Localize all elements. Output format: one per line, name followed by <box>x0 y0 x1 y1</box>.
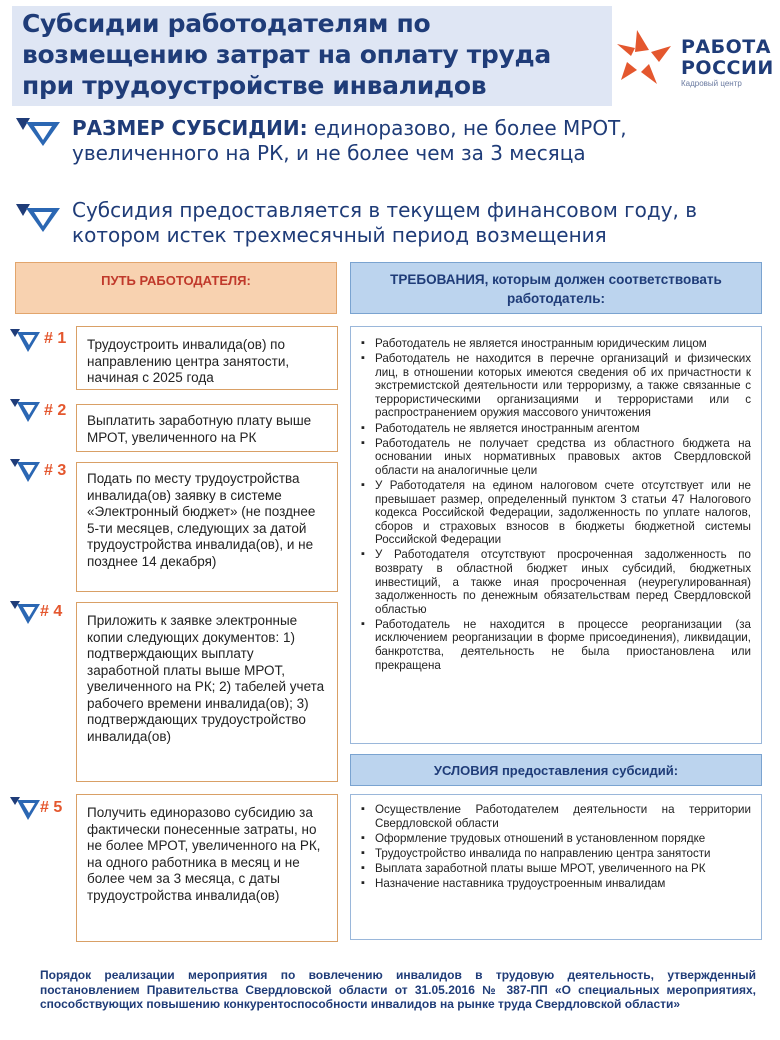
step-number-2: # 2 <box>44 402 67 419</box>
subsidy-period: Субсидия предоставляется в текущем финансовом году, в котором истек трехмесячный период возмещения <box>72 198 698 247</box>
rabota-rossii-star-icon <box>615 22 675 92</box>
triangle-bullet-icon <box>10 398 40 422</box>
step-5: Получить единоразово субсидию за фактически понесенные затраты, но не более МРОТ, увеличенного на РК, на одного работника в месяц и не более чем за 3 месяца, с даты трудоустройства инвалида(ов) <box>76 794 338 942</box>
triangle-bullet-icon <box>10 328 40 352</box>
step-number-4: # 4 <box>40 603 63 620</box>
step-2: Выплатить заработную плату выше МРОТ, увеличенного на РК <box>76 404 338 452</box>
list-item: ▪ У Работодателя отсутствуют просроченная задолженность по возврату в областной бюджет иных субсидий, бюджетных инвестиций, а также иная просроченная (неурегулированная) задолженность по денежным обязательствам перед Свердловской областью <box>375 548 751 616</box>
step-3: Подать по месту трудоустройства инвалида(ов) заявку в системе «Электронный бюджет» (не позднее 5-ти месяцев, следующих за датой трудоустройства инвалида(ов), и не позднее 14 декабря) <box>76 462 338 592</box>
triangle-bullet-icon <box>10 796 40 820</box>
list-item: ▪ Работодатель не находится в перечне организаций и физических лиц, в отношении которых имеются сведения об их причастности к экстремистской деятельности или терроризму, а также связанные с террористическими организациями и террористами или с распространением оружия массового уничтожения <box>375 352 751 420</box>
requirements-list <box>359 337 751 672</box>
list-item: ▪ Осуществление Работодателем деятельности на территории Свердловской области <box>375 803 751 830</box>
requirements-box <box>350 326 762 744</box>
employer-path-heading: ПУТЬ РАБОТОДАТЕЛЯ: <box>15 262 337 314</box>
logo <box>615 22 775 92</box>
step-1: Трудоустроить инвалида(ов) по направлению центра занятости, начиная с 2025 года <box>76 326 338 390</box>
list-item: ▪ Трудоустройство инвалида по направлению центра занятости <box>375 847 751 861</box>
conditions-heading: УСЛОВИЯ предоставления субсидий: <box>350 754 762 786</box>
list-item: ▪ Работодатель не является иностранным юридическим лицом <box>375 337 751 351</box>
subsidy-size-text: единоразово, не более МРОТ, увеличенного на РК, и не более чем за 3 месяца <box>72 116 627 165</box>
subsidy-size <box>72 116 752 166</box>
list-item: ▪ Назначение наставника трудоустроенным инвалидам <box>375 877 751 891</box>
conditions-box <box>350 794 762 940</box>
conditions-list <box>359 803 751 891</box>
list-item: ▪ Работодатель не находится в процессе реорганизации (за исключением реорганизации в форме присоединения), ликвидации, банкротства, деятельность не была приостановлена или прекращена <box>375 618 751 672</box>
triangle-bullet-icon <box>16 116 60 146</box>
list-item: ▪ У Работодателя на едином налоговом счете отсутствует или не превышает размер, определенный пунктом 3 статьи 47 Налогового кодекса Российской Федерации, задолженность по уплате налогов, сборов и страховых взносов в бюджеты бюджетной системы Российской Федерации <box>375 479 751 547</box>
subsidy-size-label: РАЗМЕР СУБСИДИИ: <box>72 116 308 140</box>
title-banner <box>12 6 612 106</box>
triangle-bullet-icon <box>10 458 40 482</box>
triangle-bullet-icon <box>10 600 40 624</box>
list-item: ▪ Работодатель не получает средства из областного бюджета на основании иных нормативных правовых актов Свердловской области на аналогичные цели <box>375 437 751 478</box>
logo-line-1: РАБОТА <box>681 36 771 58</box>
list-item: ▪ Выплата заработной платы выше МРОТ, увеличенного на РК <box>375 862 751 876</box>
step-4: Приложить к заявке электронные копии следующих документов: 1) подтверждающих выплату заработной платы выше МРОТ, увеличенного на РК; 2) табелей учета рабочего времени инвалида(ов); 3) подтверждающих трудоустройство инвалида(ов) <box>76 602 338 782</box>
step-number-1: # 1 <box>44 330 67 347</box>
legal-basis-footer: Порядок реализации мероприятия по вовлечению инвалидов в трудовую деятельность, утвержденный постановлением Правительства Свердловской области от 31.05.2016 № 387-ПП «О специальных мероприятиях, способствующих повышению конкурентоспособности инвалидов на рынке труда Свердловской области» <box>40 968 756 1012</box>
step-number-5: # 5 <box>40 799 63 816</box>
list-item: ▪ Работодатель не является иностранным агентом <box>375 422 751 436</box>
step-number-3: # 3 <box>44 462 67 479</box>
logo-line-3: Кадровый центр <box>681 79 742 88</box>
triangle-bullet-icon <box>16 202 60 232</box>
requirements-heading: ТРЕБОВАНИЯ, которым должен соответствовать работодатель: <box>350 262 762 314</box>
page-title: Субсидии работодателям по возмещению затрат на оплату труда при трудоустройстве инвалидов <box>22 9 551 100</box>
list-item: ▪ Оформление трудовых отношений в установленном порядке <box>375 832 751 846</box>
logo-line-2: РОССИИ <box>681 57 774 79</box>
